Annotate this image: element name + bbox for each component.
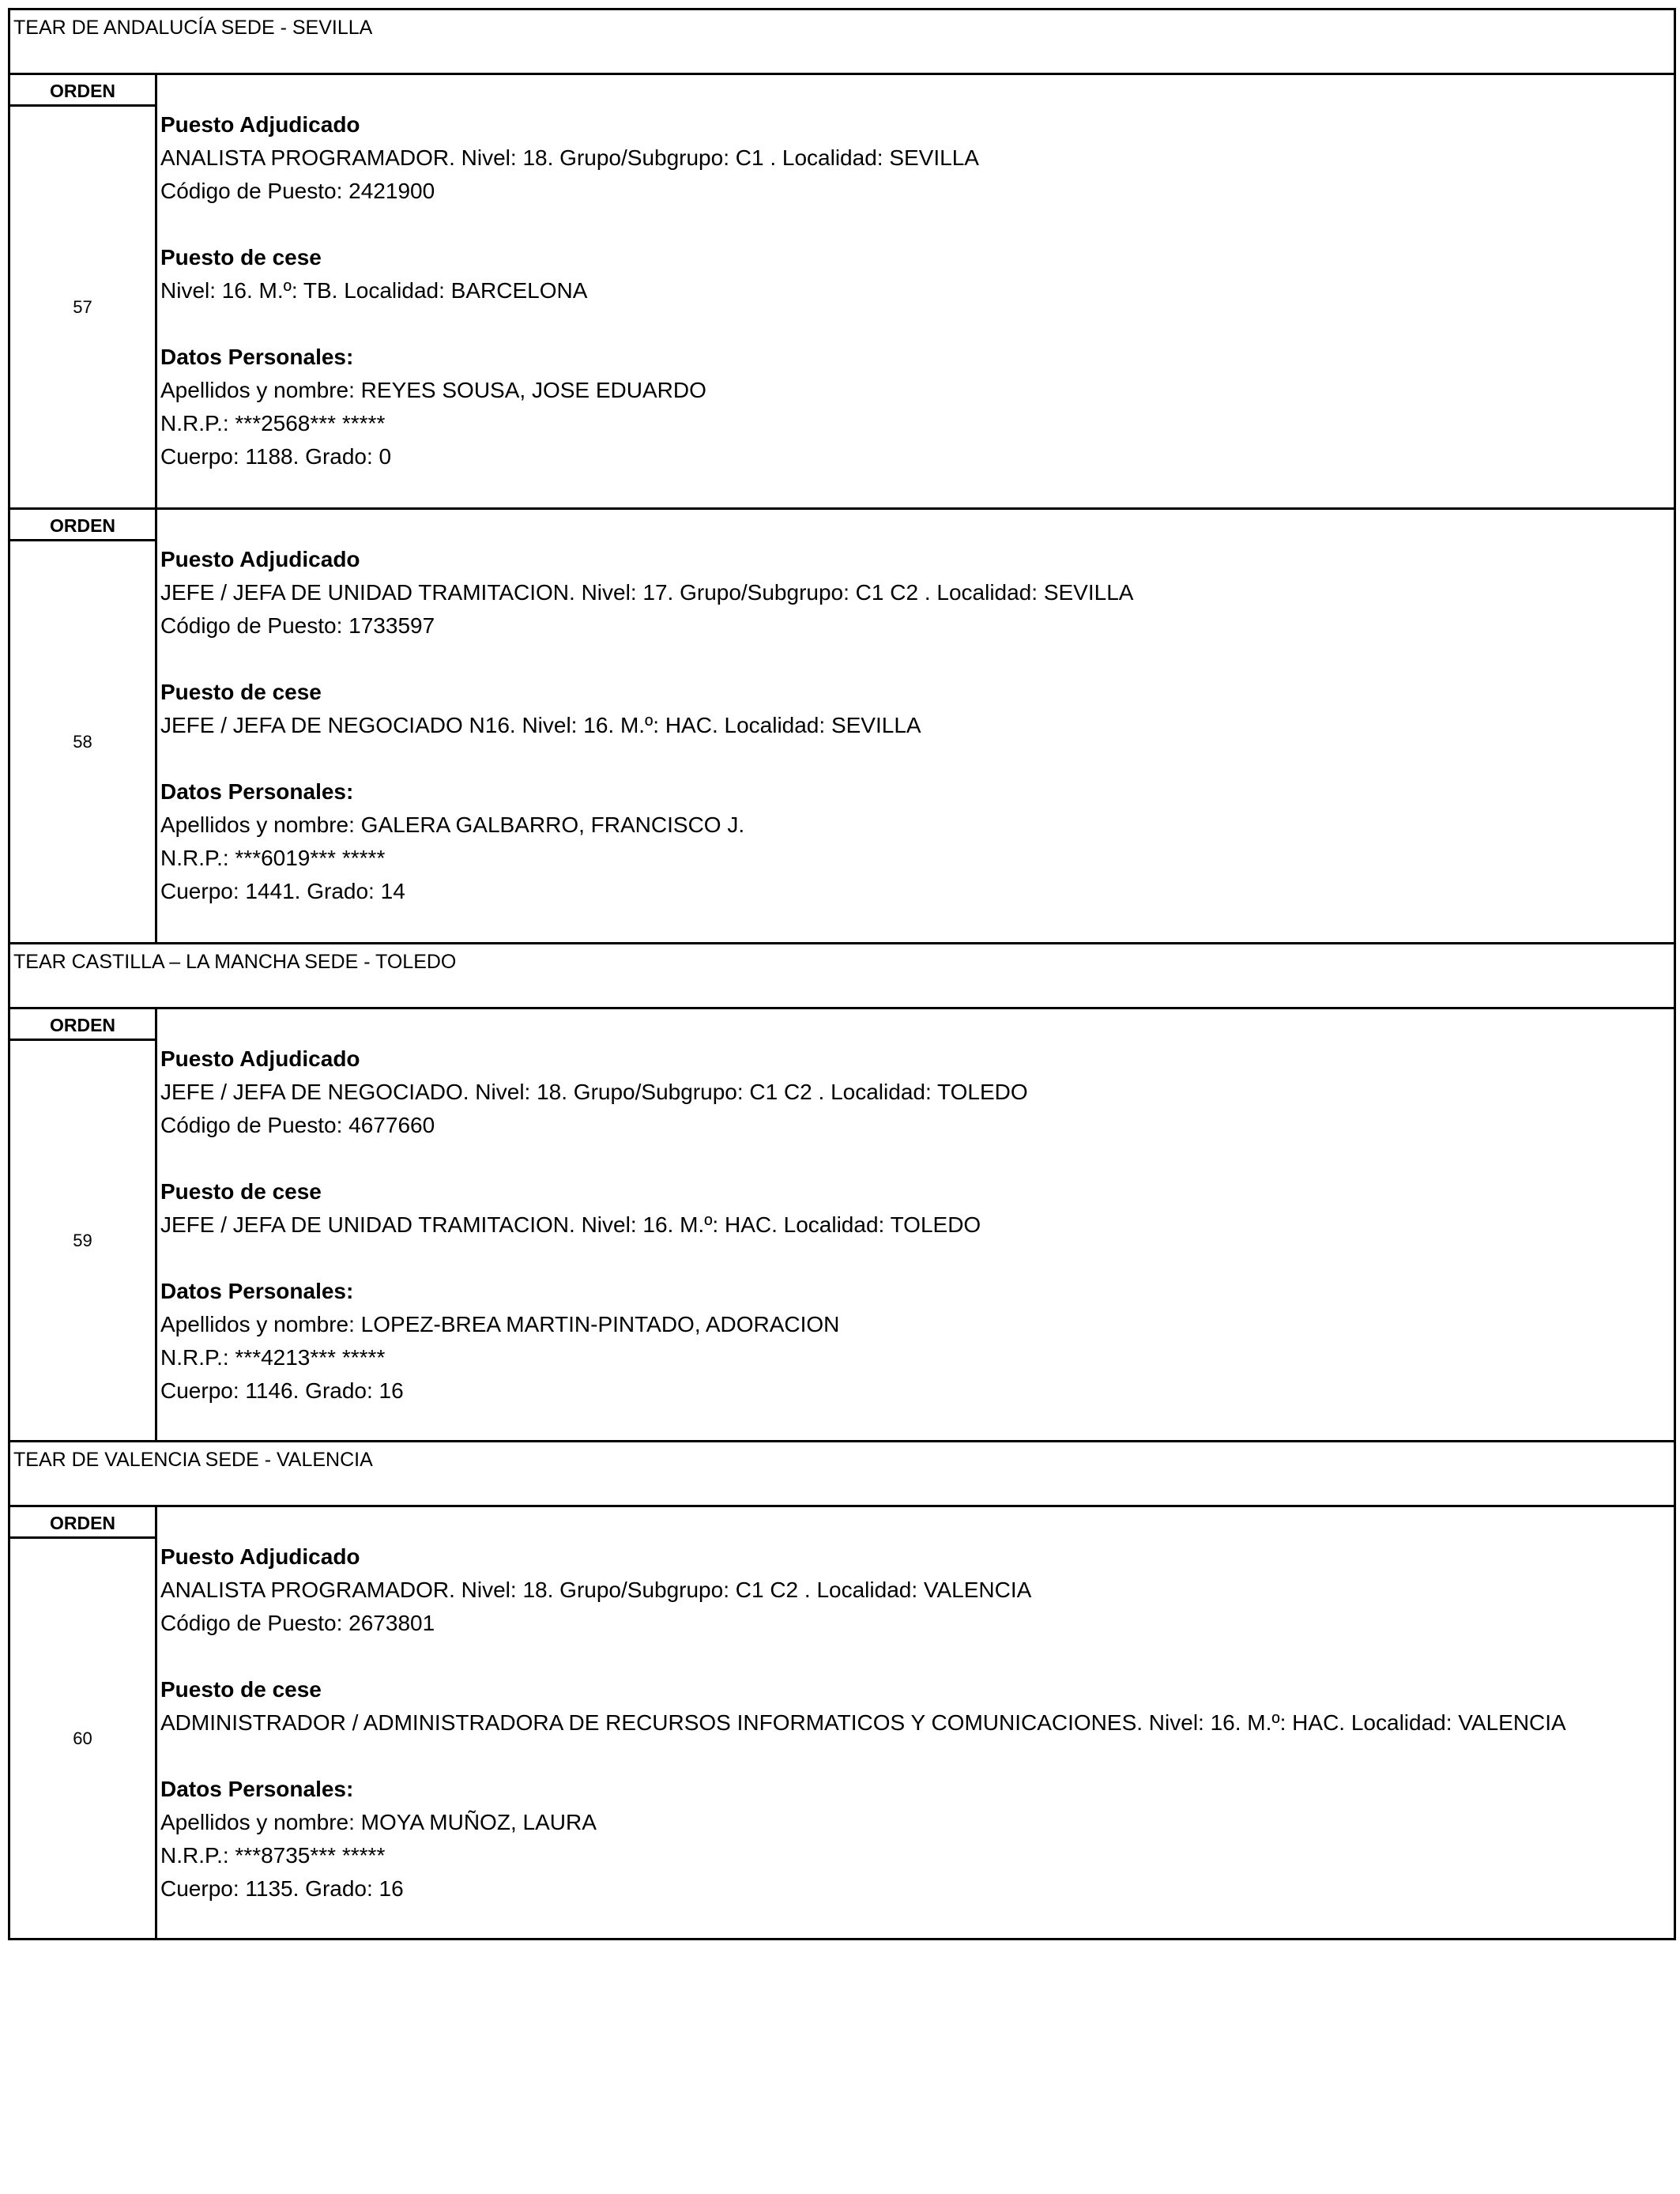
puesto-adjudicado-line: ANALISTA PROGRAMADOR. Nivel: 18. Grupo/Subgrupo: C1 C2 . Localidad: VALENCIA xyxy=(160,1578,1032,1602)
puesto-cese-title: Puesto de cese xyxy=(160,1677,322,1702)
orden-column xyxy=(10,510,157,942)
sede-header: TEAR DE ANDALUCÍA SEDE - SEVILLA xyxy=(10,8,1674,73)
nrp-line: N.R.P.: ***8735*** ***** xyxy=(160,1843,386,1868)
puesto-cese-line: JEFE / JEFA DE NEGOCIADO N16. Nivel: 16. M.º: HAC. Localidad: SEVILLA xyxy=(160,713,921,737)
datos-personales-title: Datos Personales: xyxy=(160,1777,354,1801)
entry-row xyxy=(10,73,1674,507)
codigo-puesto-line: Código de Puesto: 4677660 xyxy=(160,1113,435,1137)
cuerpo-grado-line: Cuerpo: 1135. Grado: 16 xyxy=(160,1876,404,1901)
puesto-cese-line: ADMINISTRADOR / ADMINISTRADORA DE RECURSOS INFORMATICOS Y COMUNICACIONES. Nivel: 16. M.º: HAC. Localidad: VALENCIA xyxy=(160,1710,1566,1735)
orden-number: 59 xyxy=(73,1230,92,1250)
orden-number: 58 xyxy=(73,731,92,752)
puesto-cese-line: JEFE / JEFA DE UNIDAD TRAMITACION. Nivel: 16. M.º: HAC. Localidad: TOLEDO xyxy=(160,1212,981,1237)
entry-details xyxy=(157,510,1674,942)
puesto-adjudicado-title: Puesto Adjudicado xyxy=(160,1046,360,1071)
orden-number: 57 xyxy=(73,296,92,317)
puesto-cese-title: Puesto de cese xyxy=(160,1179,322,1204)
datos-personales-title: Datos Personales: xyxy=(160,779,354,804)
puesto-cese-line: Nivel: 16. M.º: TB. Localidad: BARCELONA xyxy=(160,278,588,303)
orden-header: ORDEN xyxy=(10,510,155,541)
puesto-cese-title: Puesto de cese xyxy=(160,245,322,270)
orden-column xyxy=(10,1507,157,1938)
entry-details xyxy=(157,1507,1674,1938)
orden-number: 60 xyxy=(73,1728,92,1748)
datos-personales-title: Datos Personales: xyxy=(160,345,354,369)
entry-details xyxy=(157,75,1674,507)
entry-row xyxy=(10,1007,1674,1440)
orden-header: ORDEN xyxy=(10,1009,155,1041)
codigo-puesto-line: Código de Puesto: 2673801 xyxy=(160,1611,435,1635)
sede-header: TEAR CASTILLA – LA MANCHA SEDE - TOLEDO xyxy=(10,942,1674,1007)
nrp-line: N.R.P.: ***6019*** ***** xyxy=(160,846,386,870)
cuerpo-grado-line: Cuerpo: 1188. Grado: 0 xyxy=(160,444,392,469)
nombre-line: Apellidos y nombre: GALERA GALBARRO, FRANCISCO J. xyxy=(160,812,745,837)
spacer xyxy=(160,208,1674,241)
orden-column xyxy=(10,1009,157,1440)
puesto-adjudicado-line: JEFE / JEFA DE UNIDAD TRAMITACION. Nivel: 17. Grupo/Subgrupo: C1 C2 . Localidad: SEVILLA xyxy=(160,580,1134,605)
nrp-line: N.R.P.: ***4213*** ***** xyxy=(160,1345,386,1370)
puesto-cese-title: Puesto de cese xyxy=(160,680,322,704)
puesto-adjudicado-line: JEFE / JEFA DE NEGOCIADO. Nivel: 18. Grupo/Subgrupo: C1 C2 . Localidad: TOLEDO xyxy=(160,1080,1028,1104)
puesto-adjudicado-title: Puesto Adjudicado xyxy=(160,112,360,137)
spacer xyxy=(160,643,1674,676)
sede-header: TEAR DE VALENCIA SEDE - VALENCIA xyxy=(10,1440,1674,1505)
spacer xyxy=(160,1640,1674,1673)
codigo-puesto-line: Código de Puesto: 2421900 xyxy=(160,179,435,203)
entry-row xyxy=(10,1505,1674,1938)
spacer xyxy=(160,1242,1674,1275)
puesto-adjudicado-title: Puesto Adjudicado xyxy=(160,1544,360,1569)
spacer xyxy=(160,307,1674,341)
spacer xyxy=(160,1740,1674,1773)
nombre-line: Apellidos y nombre: MOYA MUÑOZ, LAURA xyxy=(160,1810,597,1834)
entry-details xyxy=(157,1009,1674,1440)
nombre-line: Apellidos y nombre: LOPEZ-BREA MARTIN-PINTADO, ADORACION xyxy=(160,1312,840,1336)
spacer xyxy=(160,742,1674,775)
datos-personales-title: Datos Personales: xyxy=(160,1279,354,1303)
spacer xyxy=(160,1142,1674,1175)
nrp-line: N.R.P.: ***2568*** ***** xyxy=(160,411,386,435)
puesto-adjudicado-title: Puesto Adjudicado xyxy=(160,547,360,571)
entry-row xyxy=(10,507,1674,942)
orden-column xyxy=(10,75,157,507)
orden-header: ORDEN xyxy=(10,1507,155,1539)
cuerpo-grado-line: Cuerpo: 1146. Grado: 16 xyxy=(160,1378,404,1403)
cuerpo-grado-line: Cuerpo: 1441. Grado: 14 xyxy=(160,879,405,903)
nombre-line: Apellidos y nombre: REYES SOUSA, JOSE EDUARDO xyxy=(160,378,706,402)
codigo-puesto-line: Código de Puesto: 1733597 xyxy=(160,613,435,638)
puesto-adjudicado-line: ANALISTA PROGRAMADOR. Nivel: 18. Grupo/Subgrupo: C1 . Localidad: SEVILLA xyxy=(160,145,979,170)
adjudication-table xyxy=(8,8,1676,1940)
orden-header: ORDEN xyxy=(10,75,155,107)
